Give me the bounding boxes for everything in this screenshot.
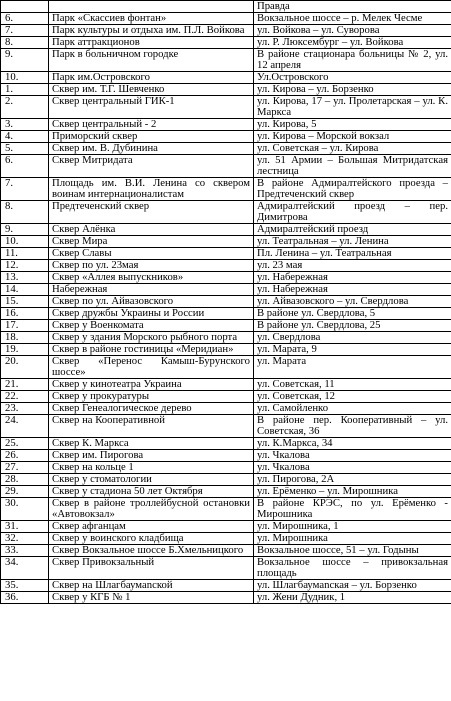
table-row [1, 592, 451, 604]
row-location-cell: ул. Айвазовского – ул. Свердлова [254, 296, 451, 308]
row-location-cell: В районе стационара больницы № 2, ул. 12 апреля [254, 49, 451, 72]
row-number-cell: 9. [1, 224, 49, 236]
row-name-cell: Сквер в районе гостиницы «Меридиан» [49, 344, 254, 356]
row-location-cell: ул. Марата, 9 [254, 344, 451, 356]
header-cell-name [49, 1, 254, 13]
row-location-cell: ул. Чкалова [254, 462, 451, 474]
row-number-cell: 12. [1, 260, 49, 272]
row-name-cell: Сквер у воинского кладбища [49, 533, 254, 545]
row-name-cell: Сквер на кольце 1 [49, 462, 254, 474]
row-number-cell: 6. [1, 155, 49, 178]
row-name-cell: Сквер на Кооперативной [49, 415, 254, 438]
table-row [1, 224, 451, 236]
row-name-cell: Сквер у КГБ № 1 [49, 592, 254, 604]
row-number-cell: 24. [1, 415, 49, 438]
table-row [1, 356, 451, 379]
row-name-cell: Парк аттракционов [49, 37, 254, 49]
row-number-cell: 13. [1, 272, 49, 284]
row-number-cell: 8. [1, 37, 49, 49]
row-location-cell: ул. Шлагбаумanская – ул. Борзенко [254, 580, 451, 592]
table-row [1, 201, 451, 224]
row-name-cell: Сквер афганцам [49, 521, 254, 533]
table-row [1, 498, 451, 521]
table-row [1, 308, 451, 320]
row-location-cell: В районе пер. Кооперативный – ул. Советская, 36 [254, 415, 451, 438]
table-row [1, 403, 451, 415]
table-row [1, 25, 451, 37]
header-cell-number [1, 1, 49, 13]
row-location-cell: ул. Мирошника [254, 533, 451, 545]
table-row [1, 236, 451, 248]
row-location-cell: ул. Свердлова [254, 332, 451, 344]
row-location-cell: ул. Набережная [254, 284, 451, 296]
row-name-cell: Сквер Мира [49, 236, 254, 248]
table-row [1, 415, 451, 438]
row-number-cell: 14. [1, 284, 49, 296]
row-number-cell: 4. [1, 131, 49, 143]
row-number-cell: 16. [1, 308, 49, 320]
table-row [1, 320, 451, 332]
row-name-cell: Площадь им. В.И. Ленина со сквером воинам интернационалистам [49, 178, 254, 201]
row-number-cell: 34. [1, 557, 49, 580]
row-location-cell: Пл. Ленина – ул. Театральная [254, 248, 451, 260]
row-number-cell: 10. [1, 236, 49, 248]
row-location-cell: Адмиралтейский проезд [254, 224, 451, 236]
row-name-cell: Сквер у здания Морского рыбного порта [49, 332, 254, 344]
row-location-cell: ул. Чкалова [254, 450, 451, 462]
row-name-cell: Сквер им. Пирогова [49, 450, 254, 462]
table-row [1, 119, 451, 131]
header-cell-location: Правда [254, 1, 451, 13]
row-number-cell: 17. [1, 320, 49, 332]
row-location-cell: ул. Кирова, 17 – ул. Пролетарская – ул. К. Маркса [254, 96, 451, 119]
row-name-cell: Сквер им. В. Дубинина [49, 143, 254, 155]
table-row [1, 155, 451, 178]
row-name-cell: Сквер Вокзальное шоссе Б.Хмельницкого [49, 545, 254, 557]
row-location-cell: В районе ул. Свердлова, 5 [254, 308, 451, 320]
row-number-cell: 10. [1, 72, 49, 84]
table-row [1, 486, 451, 498]
row-name-cell: Сквер Славы [49, 248, 254, 260]
row-name-cell: Набережная [49, 284, 254, 296]
table-row [1, 474, 451, 486]
row-location-cell: ул. Р. Люксембург – ул. Войкова [254, 37, 451, 49]
row-location-cell: ул. Жени Дудник, 1 [254, 592, 451, 604]
row-location-cell: ул. Советская, 12 [254, 391, 451, 403]
row-name-cell: Сквер центральный - 2 [49, 119, 254, 131]
row-location-cell: ул. Марата [254, 356, 451, 379]
row-name-cell: Предтеченский сквер [49, 201, 254, 224]
row-name-cell: Приморский сквер [49, 131, 254, 143]
row-number-cell: 28. [1, 474, 49, 486]
row-location-cell: В районе ул. Свердлова, 25 [254, 320, 451, 332]
row-name-cell: Сквер «Аллея выпускников» [49, 272, 254, 284]
row-number-cell: 31. [1, 521, 49, 533]
table-body [1, 1, 451, 604]
row-location-cell: Вокзальное шоссе – р. Мелек Чесме [254, 13, 451, 25]
table-row [1, 143, 451, 155]
table-row [1, 13, 451, 25]
row-location-cell: ул. 51 Армии – Большая Митридатская лестница [254, 155, 451, 178]
table-row [1, 131, 451, 143]
row-number-cell: 21. [1, 379, 49, 391]
row-number-cell: 36. [1, 592, 49, 604]
row-number-cell: 7. [1, 178, 49, 201]
row-location-cell: ул. Советская, 11 [254, 379, 451, 391]
row-location-cell: ул. Театральная – ул. Ленина [254, 236, 451, 248]
row-number-cell: 11. [1, 248, 49, 260]
row-number-cell: 19. [1, 344, 49, 356]
table-row [1, 248, 451, 260]
row-number-cell: 25. [1, 438, 49, 450]
table-row [1, 37, 451, 49]
table-row [1, 580, 451, 592]
row-location-cell: ул. Кирова – Морской вокзал [254, 131, 451, 143]
row-number-cell: 20. [1, 356, 49, 379]
table-row [1, 344, 451, 356]
row-number-cell: 7. [1, 25, 49, 37]
row-name-cell: Сквер Генеалогическое дерево [49, 403, 254, 415]
row-location-cell: ул. Самойленко [254, 403, 451, 415]
table-row [1, 296, 451, 308]
table-row [1, 84, 451, 96]
table-row [1, 272, 451, 284]
row-location-cell: ул. Советская – ул. Кирова [254, 143, 451, 155]
row-number-cell: 8. [1, 201, 49, 224]
table-row [1, 450, 451, 462]
table-row [1, 332, 451, 344]
row-location-cell: Ул.Островского [254, 72, 451, 84]
table-row [1, 260, 451, 272]
table-row [1, 545, 451, 557]
row-number-cell: 32. [1, 533, 49, 545]
row-number-cell: 15. [1, 296, 49, 308]
row-location-cell: ул. 23 мая [254, 260, 451, 272]
table-row [1, 178, 451, 201]
row-name-cell: Сквер Привокзальный [49, 557, 254, 580]
row-location-cell: ул. Ерёменко – ул. Мирошника [254, 486, 451, 498]
row-location-cell: ул. Пирогова, 2А [254, 474, 451, 486]
row-name-cell: Сквер Митридата [49, 155, 254, 178]
row-location-cell: Вокзальное шоссе – привокзальная площадь [254, 557, 451, 580]
table-row [1, 438, 451, 450]
row-number-cell: 9. [1, 49, 49, 72]
table-row [1, 557, 451, 580]
row-location-cell: В районе Адмиралтейского проезда – Предтеченский сквер [254, 178, 451, 201]
row-name-cell: Сквер в районе троллейбусной остановки «Автовокзал» [49, 498, 254, 521]
row-number-cell: 30. [1, 498, 49, 521]
row-number-cell: 22. [1, 391, 49, 403]
table-row [1, 72, 451, 84]
table-row [1, 462, 451, 474]
row-location-cell: Вокзальное шоссе, 51 – ул. Годыны [254, 545, 451, 557]
row-location-cell: ул. К.Маркса, 34 [254, 438, 451, 450]
row-number-cell: 3. [1, 119, 49, 131]
row-number-cell: 29. [1, 486, 49, 498]
row-number-cell: 23. [1, 403, 49, 415]
row-name-cell: Сквер им. Т.Г. Шевченко [49, 84, 254, 96]
table-row [1, 521, 451, 533]
row-name-cell: Сквер у прокуратуры [49, 391, 254, 403]
row-location-cell: ул. Набережная [254, 272, 451, 284]
row-name-cell: Сквер центральный ГИК-1 [49, 96, 254, 119]
row-name-cell: Сквер у стадиона 50 лет Октября [49, 486, 254, 498]
row-name-cell: Сквер по ул. 23мая [49, 260, 254, 272]
row-location-cell: В районе КРЭС, по ул. Ерёменко - Мирошника [254, 498, 451, 521]
row-location-cell: ул. Мирошника, 1 [254, 521, 451, 533]
row-location-cell: ул. Кирова – ул. Борзенко [254, 84, 451, 96]
row-name-cell: Сквер у стоматологии [49, 474, 254, 486]
row-number-cell: 35. [1, 580, 49, 592]
row-name-cell: Сквер у Военкомата [49, 320, 254, 332]
row-number-cell: 2. [1, 96, 49, 119]
table-row [1, 391, 451, 403]
row-number-cell: 1. [1, 84, 49, 96]
row-name-cell: Парк «Скассиев фонтан» [49, 13, 254, 25]
row-name-cell: Парк в больничном городке [49, 49, 254, 72]
row-number-cell: 26. [1, 450, 49, 462]
row-name-cell: Сквер К. Маркса [49, 438, 254, 450]
table-row [1, 96, 451, 119]
row-name-cell: Сквер дружбы Украины и России [49, 308, 254, 320]
table-row [1, 49, 451, 72]
row-name-cell: Парк им.Островского [49, 72, 254, 84]
row-number-cell: 33. [1, 545, 49, 557]
row-name-cell: Сквер Алёнка [49, 224, 254, 236]
table-row [1, 284, 451, 296]
row-number-cell: 18. [1, 332, 49, 344]
row-number-cell: 27. [1, 462, 49, 474]
table-row [1, 533, 451, 545]
row-name-cell: Сквер у кинотеатра Украина [49, 379, 254, 391]
table-row [1, 379, 451, 391]
row-location-cell: ул. Войкова – ул. Суворова [254, 25, 451, 37]
row-name-cell: Сквер «Перенос Камыш-Бурунского шоссе» [49, 356, 254, 379]
row-number-cell: 6. [1, 13, 49, 25]
table-header-row [1, 1, 451, 13]
row-name-cell: Сквер на Шлагбаумanской [49, 580, 254, 592]
row-name-cell: Сквер по ул. Айвазовского [49, 296, 254, 308]
row-location-cell: Адмиралтейский проезд – пер. Димитрова [254, 201, 451, 224]
row-location-cell: ул. Кирова, 5 [254, 119, 451, 131]
row-name-cell: Парк культуры и отдыха им. П.Л. Войкова [49, 25, 254, 37]
row-number-cell: 5. [1, 143, 49, 155]
